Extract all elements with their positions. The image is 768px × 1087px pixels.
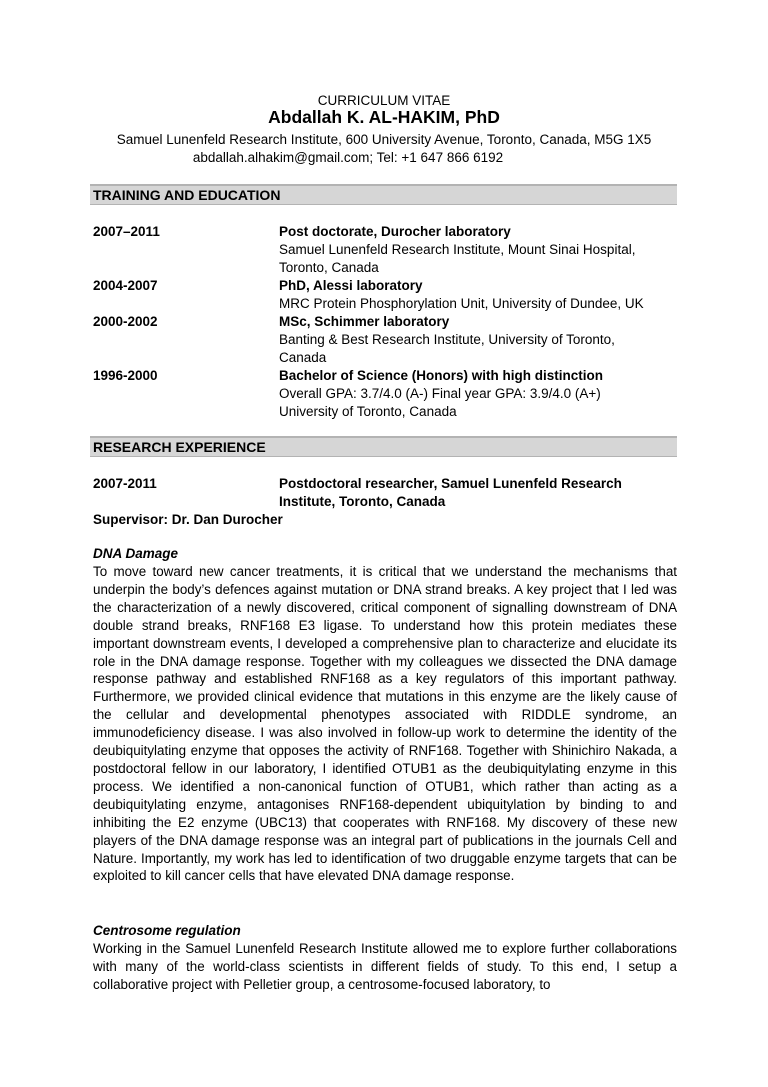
entry-years: 2000-2002 xyxy=(93,314,158,329)
entry-title: MSc, Schimmer laboratory xyxy=(279,314,450,329)
entry-years: 2004-2007 xyxy=(93,278,158,293)
entry-line: Banting & Best Research Institute, University of Toronto, xyxy=(279,332,615,347)
entry-years: 2007-2011 xyxy=(93,476,157,491)
section-heading-research: RESEARCH EXPERIENCE xyxy=(90,436,677,457)
contact-line xyxy=(0,149,768,166)
entry-line: Overall GPA: 3.7/4.0 (A-) Final year GPA: 3.9/4.0 (A+) xyxy=(279,386,601,401)
dna-damage-paragraph: To move toward new cancer treatments, it is critical that we understand the mechanisms that underpin the body’s defences against mutation or DNA strand breaks. A key project that I led was the characterization of a newly discovered, critical component of signalling downstream of DNA double strand breaks, RNF168 E3 ligase. To understand how this protein mediates these important downstream events, I developed a comprehensive plan to characterize and elucidate its role in the DNA damage response. Together with my colleagues we dissected the DNA damage response pathway and established RNF168 as a key regulators of this important pathway. Furthermore, we provided clinical evidence that mutations in this enzyme are the likely cause of the cellular and developmental phenotypes associated with RIDDLE syndrome, an immunodeficiency disease. I was also involved in follow-up work to determine the identity of the deubiquitylating enzyme that opposes the activity of RNF168. Together with Shinichiro Nakada, a postdoctoral fellow in our laboratory, I identified OTUB1 as the deubiquitylating enzyme in this process. We identified a non-canonical function of OTUB1, which rather than acting as a deubiquitylating enzyme, antagonises RNF168-dependent ubiquitylation by binding to and inhibiting the E2 enzyme (UBC13) that cooperates with RNF168. My discovery of these new players of the DNA damage response was an integral part of publications in the journals Cell and Nature. Importantly, my work has led to identification of two druggable enzyme targets that can be exploited to kill cancer cells that have elevated DNA damage response. xyxy=(93,564,677,884)
address-line: Samuel Lunenfeld Research Institute, 600 University Avenue, Toronto, Canada, M5G 1X5 xyxy=(116,132,652,147)
section-heading-education: TRAINING AND EDUCATION xyxy=(90,184,677,205)
entry-title: PhD, Alessi laboratory xyxy=(279,278,423,293)
entry-title: Bachelor of Science (Honors) with high distinction xyxy=(279,368,604,383)
entry-description xyxy=(279,223,679,277)
entry-line: Canada xyxy=(279,350,327,365)
entry-description xyxy=(279,277,679,313)
entry-description xyxy=(279,475,679,511)
position-location: Institute, Toronto, Canada xyxy=(279,494,446,509)
entry-line: MRC Protein Phosphorylation Unit, University of Dundee, UK xyxy=(279,296,644,311)
supervisor: Supervisor: Dr. Dan Durocher xyxy=(93,512,283,527)
candidate-name: Abdallah K. AL-HAKIM, PhD xyxy=(268,107,500,127)
position-title: Postdoctoral researcher, Samuel Lunenfeld Research xyxy=(279,476,622,491)
entry-years: 2007–2011 xyxy=(93,224,160,239)
entry-title: Post doctorate, Durocher laboratory xyxy=(279,224,511,239)
entry-line: Toronto, Canada xyxy=(279,260,379,275)
entry-years: 1996-2000 xyxy=(93,368,158,383)
entry-line: Samuel Lunenfeld Research Institute, Mount Sinai Hospital, xyxy=(279,242,636,257)
subheading-dna-damage: DNA Damage xyxy=(93,546,179,561)
entry-description xyxy=(279,367,679,421)
entry-line: University of Toronto, Canada xyxy=(279,404,457,419)
contact-text: abdallah.alhakim@gmail.com; Tel: +1 647 866 6192 xyxy=(192,150,504,165)
cv-title: CURRICULUM VITAE xyxy=(317,93,451,108)
centrosome-paragraph: Working in the Samuel Lunenfeld Research Institute allowed me to explore further collaborations with many of the world-class scientists in different fields of study. To this end, I setup a collaborative project with Pelletier group, a centrosome-focused laboratory, to xyxy=(93,941,677,992)
entry-description xyxy=(279,313,679,367)
subheading-centrosome: Centrosome regulation xyxy=(93,923,241,938)
